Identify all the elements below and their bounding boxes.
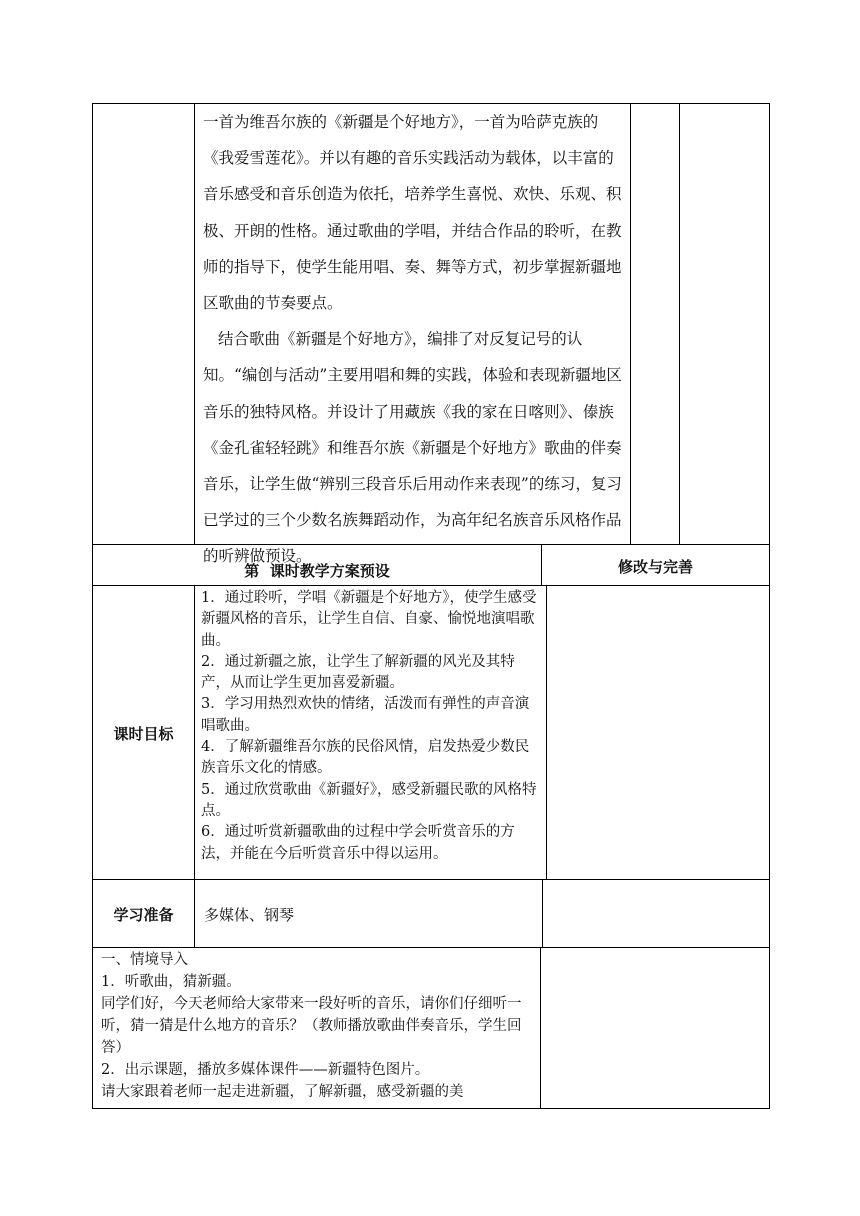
process-line: 一、情境导入 (101, 952, 188, 968)
table-border-right (769, 103, 770, 1109)
objective-item: 2．通过新疆之旅，让学生了解新疆的风光及其特产，从而让学生更加喜爱新疆。 (201, 653, 515, 692)
table-border-left (92, 103, 93, 1109)
objective-item: 6．通过听赏新疆歌曲的过程中学会听赏音乐的方法，并能在今后听赏音乐中得以运用。 (201, 824, 515, 862)
process-line: 同学们好，今天老师给大家带来一段好听的音乐，请你们仔细听一听，猜一猜是什么地方的音乐？（教师播放歌曲伴奏音乐，学生回答） (101, 996, 522, 1056)
objectives-col-divider (546, 585, 547, 880)
intro-text (203, 104, 628, 575)
objectives-label: 课时目标 (113, 725, 174, 743)
process-line: 2．出示课题，播放多媒体课件——新疆特色图片。 (101, 1062, 430, 1078)
process-line: 请大家跟着老师一起走进新疆，了解新疆，感受新疆的美 (101, 1084, 464, 1100)
objectives-list (201, 588, 541, 865)
process-text (101, 949, 537, 1107)
process-line: 1．听歌曲，猜新疆。 (101, 974, 241, 990)
objective-item: 1．通过聆听，学唱《新疆是个好地方》，使学生感受新疆风格的音乐，让学生自信、自豪、愉悦地演唱歌曲。 (201, 590, 537, 649)
intro-col-divider-3 (679, 103, 680, 545)
objective-item: 4．了解新疆维吾尔族的民俗风情，启发热爱少数民族音乐文化的情感。 (201, 739, 530, 777)
intro-col-divider-1 (194, 103, 195, 545)
preparation-col-divider (542, 879, 543, 948)
revise-title: 修改与完善 (617, 558, 693, 576)
preparation-label: 学习准备 (113, 906, 174, 924)
process-col-divider (540, 947, 541, 1109)
intro-paragraph-2: 结合歌曲《新疆是个好地方》，编排了对反复记号的认知。“编创与活动”主要用唱和舞的实践，体验和表现新疆地区音乐的独特风格。并设计了用藏族《我的家在日喀则》、傣族《金孔雀轻轻跳》和维吾尔族《新疆是个好地方》歌曲的伴奏音乐，让学生做“辨别三段音乐后用动作来表现”的练习，复习已学过的三个少数名族舞蹈动作，为高年纪名族音乐风格作品的听辨做预设。 (203, 330, 622, 566)
objective-item: 5．通过欣赏歌曲《新疆好》，感受新疆民歌的风格特点。 (201, 781, 537, 819)
intro-paragraph-1: 一首为维吾尔族的《新疆是个好地方》，一首为哈萨克族的《我爱雪莲花》。并以有趣的音乐实践活动为载体，以丰富的音乐感受和音乐创造为依托，培养学生喜悦、欢快、乐观、积极、开朗的性格。通过歌曲的学唱，并结合作品的聆听，在教师的指导下，使学生能用唱、奏、舞等方式，初步掌握新疆地区歌曲的节奏要点。 (203, 113, 622, 313)
label-col-divider (194, 585, 195, 948)
intro-col-divider-2 (630, 103, 631, 545)
objective-item: 3．学习用热烈欢快的情绪，活泼而有弹性的声音演唱歌曲。 (201, 696, 530, 734)
table-border-bottom (92, 1108, 770, 1109)
plan-title: 第 课时教学方案预设 (244, 562, 390, 580)
preparation-value: 多媒体、钢琴 (204, 906, 295, 924)
